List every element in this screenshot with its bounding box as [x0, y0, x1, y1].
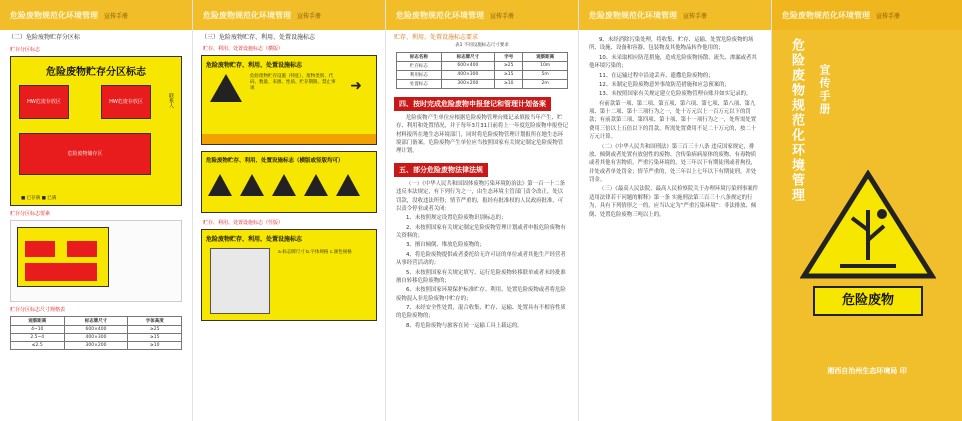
header-bar: [0, 0, 192, 30]
list-item: 5、未按照国家有关规定填写、运行危险废物转移联单或者未经批准擅自转移危险废物的；: [396, 269, 566, 284]
issuer: 湘西自治州生态环境局 印: [827, 367, 907, 375]
law-text: 9、未经消除污染处理，将收集、贮存、运输、处置危险废物的场所、设施、设备和容器、包装物及其他物品转作他用的； 10、未采取相应防范措施，造成危险废物扬散、流失、渗漏或者其他环境污染的； 11、在运输过程中沿途丢弃、遗撒危险废物的； 12、未制定危险废物意外事故防范措施和应急预案的； 13、未按照国家有关规定建立危险废物管理台账并如实记录的。 有前款第一项、第二项、第五项、第六项、第七项、第八项、第九项、第十二项、第十三项行为之一，处十万元以上一百万元以下的罚款；有前款第三项、第四项、第十项、第十一项行为之一，处所需处置费用三倍以上五倍以下的罚款，所需处置费用不足二十万元的，按二十万元计算。 （二）《中华人民共和国刑法》第三百三十八条 违反国家规定，排放、倾倒或者处置有放射性的废物、含传染病病原体的废物、有毒物质或者其他有害物质，严重污染环境的，处三年以下有期徒刑或者拘役，并处或者单处罚金；情节严重的，处三年以上七年以下有期徒刑，并处罚金。 （三）《最高人民法院、最高人民检察院关于办理环境污染刑事案件适用法律若干问题的解释》第一条 实施刑法第三百三十八条规定的行为，具有下列情形之一的，应当认定为“严重污染环境”：非法排放、倾倒、处置危险废物三吨以上的。: [589, 37, 759, 218]
header-subtitle: 宣传手册: [683, 12, 708, 20]
legend: ■ 已存满 ■ 已满: [21, 195, 57, 201]
zone-element-diagram: [10, 220, 182, 302]
zone-bottom: 危险废物储存区: [19, 133, 151, 175]
hazard-icon: [240, 174, 264, 196]
table-row: 4~10 600×400 ≥25: [11, 325, 182, 333]
panel-facility-signs: [193, 0, 386, 421]
para-5: （一）《中华人民共和国固体废物污染环境防治法》第一百一十二条违反本法规定，有下列行为之一，由生态环境主管部门责令改正，处以罚款，没收违法所得；情节严重的，报经有批准权的人民政府批准，可以责令停业或者关闭： 1、未按照规定设置危险废物识别标志的； 2、未按照国家有关规定制定危险废物管理计划或者申报危险废物有关资料的； 3、擅自倾倒、堆放危险废物的； 4、将危险废物提供或者委托给无许可证的单位或者其他生产经营者从事经营活动的； 5、未按照国家有关规定填写、运行危险废物转移联单或者未经批准擅自转移危险废物的； 6、未按照国家环境保护标准贮存、利用、处置危险废物或者将危险废物混入非危险废物中贮存的； 7、未经安全性处置，混合收集、贮存、运输、处置具有不相容性质的危险废物的； 8、将危险废物与旅客在同一运输工具上载运的。: [386, 180, 578, 330]
table-row: 处置标志 300×200 ≥10 2m: [397, 79, 568, 88]
list-item: 8、将危险废物与旅客在同一运输工具上载运的。: [406, 322, 523, 329]
mini-zone-2: [67, 241, 97, 257]
hazard-label: 危险废物: [813, 286, 923, 316]
table-caption: 表1 不同设施标志尺寸要求: [455, 43, 509, 48]
header-bar: [193, 0, 385, 30]
storage-zone-sign: [10, 56, 182, 206]
table-row: ≤2.5 300×200 ≥10: [11, 341, 182, 349]
cover-header: [772, 0, 962, 30]
hazard-icon: [336, 174, 360, 196]
table-row: 贮存标志 600×400 ≥25 10m: [397, 61, 568, 70]
table-row: 2.5~4 400×300 ≥15: [11, 333, 182, 341]
note-label: 贮存分区标志要素: [10, 210, 51, 217]
ref-label-2: 贮存、利用、处置设施标志（竖版）: [203, 219, 284, 226]
panel-cover: [772, 0, 962, 421]
door-graphic: [210, 248, 270, 314]
hazard-icon: [304, 174, 328, 196]
list-item: 6、未按照国家环境保护标准贮存、利用、处置危险废物或者将危险废物混入非危险废物中贮存的；: [396, 287, 566, 302]
header-subtitle: 宣传手册: [297, 12, 322, 20]
facility-sign-horizontal: [201, 55, 377, 145]
section-title: （三）危险废物贮存、利用、处置设施标志: [201, 34, 316, 41]
header-bar: [386, 0, 578, 30]
hazard-sign: [800, 170, 936, 320]
zone-left: HW危废存放区: [19, 85, 69, 119]
panel-registration: [386, 0, 579, 421]
cover-subtitle: 宣传手册: [818, 64, 831, 116]
header-subtitle: 宣传手册: [490, 12, 515, 20]
facility-size-table: 标志名称 标志牌尺寸 字号 观察距离 贮存标志 600×400 ≥25 10m 利用标志 400×300 ≥15 5m 处置标志 300×200 ≥10 2m: [396, 52, 568, 89]
facility-sign-2: [201, 151, 377, 213]
panel-storage-zone: [0, 0, 193, 421]
header-title: 危险废物规范化环境管理: [396, 10, 484, 20]
header-bar: [579, 0, 771, 30]
hazard-triangle-icon: [800, 170, 936, 280]
caption: 贮存、利用、处置设施标志要求: [394, 34, 479, 41]
arrow-icon: ➜: [350, 77, 362, 94]
section-title: （二）危险废物贮存分区标: [8, 34, 81, 41]
ref-label: 贮存、利用、处置设施标志（横版）: [203, 45, 284, 52]
heading-5: 五、部分危险废物法律法规: [394, 163, 488, 177]
table-row: 利用标志 400×300 ≥15 5m: [397, 70, 568, 79]
heading-4: 四、按时完成危险废物申报登记和管理计划备案: [394, 97, 551, 111]
sign-title-3: 危险废物贮存、利用、处置设施标志: [206, 235, 303, 243]
sign-desc: 危险废物贮存设施（特征），废物类别、代码、数量、来源、性质、贮存期限、禁止事项: [250, 73, 336, 92]
mini-zone-3: [25, 263, 97, 281]
hazard-icon: [208, 174, 232, 196]
sign-footer: [202, 134, 376, 144]
cover-title: 危险废物规范化环境管理: [789, 38, 804, 203]
para-4: 危险废物产生单位应根据危险废物管理台账记录填报当年产生、贮存、利用和处置情况，并于每年3月31日前将上一年度危险废物申报登记材料报所在地生态环境部门，同时将危险废物管理计划报所在地生态环境部门备案。危险废物产生单位应当按照国家有关规定制定危险废物管理计划。: [396, 114, 569, 155]
mini-zone-1: [25, 241, 55, 257]
list-item: 3、擅自倾倒、堆放危险废物的；: [406, 242, 485, 249]
list-item: 2、未按照国家有关规定制定危险废物管理计划或者申报危险废物有关资料的；: [396, 224, 566, 240]
sign-desc-2: a.标志牌尺寸 b.字体规格 c.颜色规格: [278, 249, 352, 255]
list-item: 4、将危险废物提供或者委托给无许可证的单位或者其他生产经营者从事经营活动的；: [396, 251, 566, 267]
hazard-icon: [210, 74, 242, 102]
th-3: 字体高度: [128, 316, 182, 325]
zone-right: HW危废存放区: [101, 85, 151, 119]
header-subtitle: 宣传手册: [876, 12, 901, 20]
sign-title: 危险废物贮存分区标志: [46, 66, 146, 78]
facility-sign-vertical: [201, 229, 377, 321]
header-title: 危险废物规范化环境管理: [10, 10, 98, 20]
header-title: 危险废物规范化环境管理: [782, 10, 870, 20]
sign-title-2: 危险废物贮存、利用、处置设施标志（横版或竖版均可）: [206, 157, 344, 164]
header-title: 危险废物规范化环境管理: [589, 10, 677, 20]
size-table: [10, 316, 182, 350]
contact-label: 联系人: [168, 92, 174, 108]
hazard-icon: [272, 174, 296, 196]
header-title: 危险废物规范化环境管理: [203, 10, 291, 20]
header-subtitle: 宣传手册: [104, 12, 129, 20]
th-1: 观察距离: [11, 316, 65, 325]
panel-laws: [579, 0, 772, 421]
sign-title: 危险废物贮存、利用、处置设施标志: [206, 61, 303, 69]
list-item: 1、未按照规定设置危险废物识别标志的；: [406, 215, 507, 222]
list-item: 7、未经安全性处置，混合收集、贮存、运输、处置具有不相容性质的危险废物的；: [396, 305, 566, 320]
th-2: 标志牌尺寸: [64, 316, 128, 325]
table-title: 贮存分区标志尺寸规格表: [10, 306, 66, 313]
ref-label: 贮存分区标志: [10, 46, 41, 53]
